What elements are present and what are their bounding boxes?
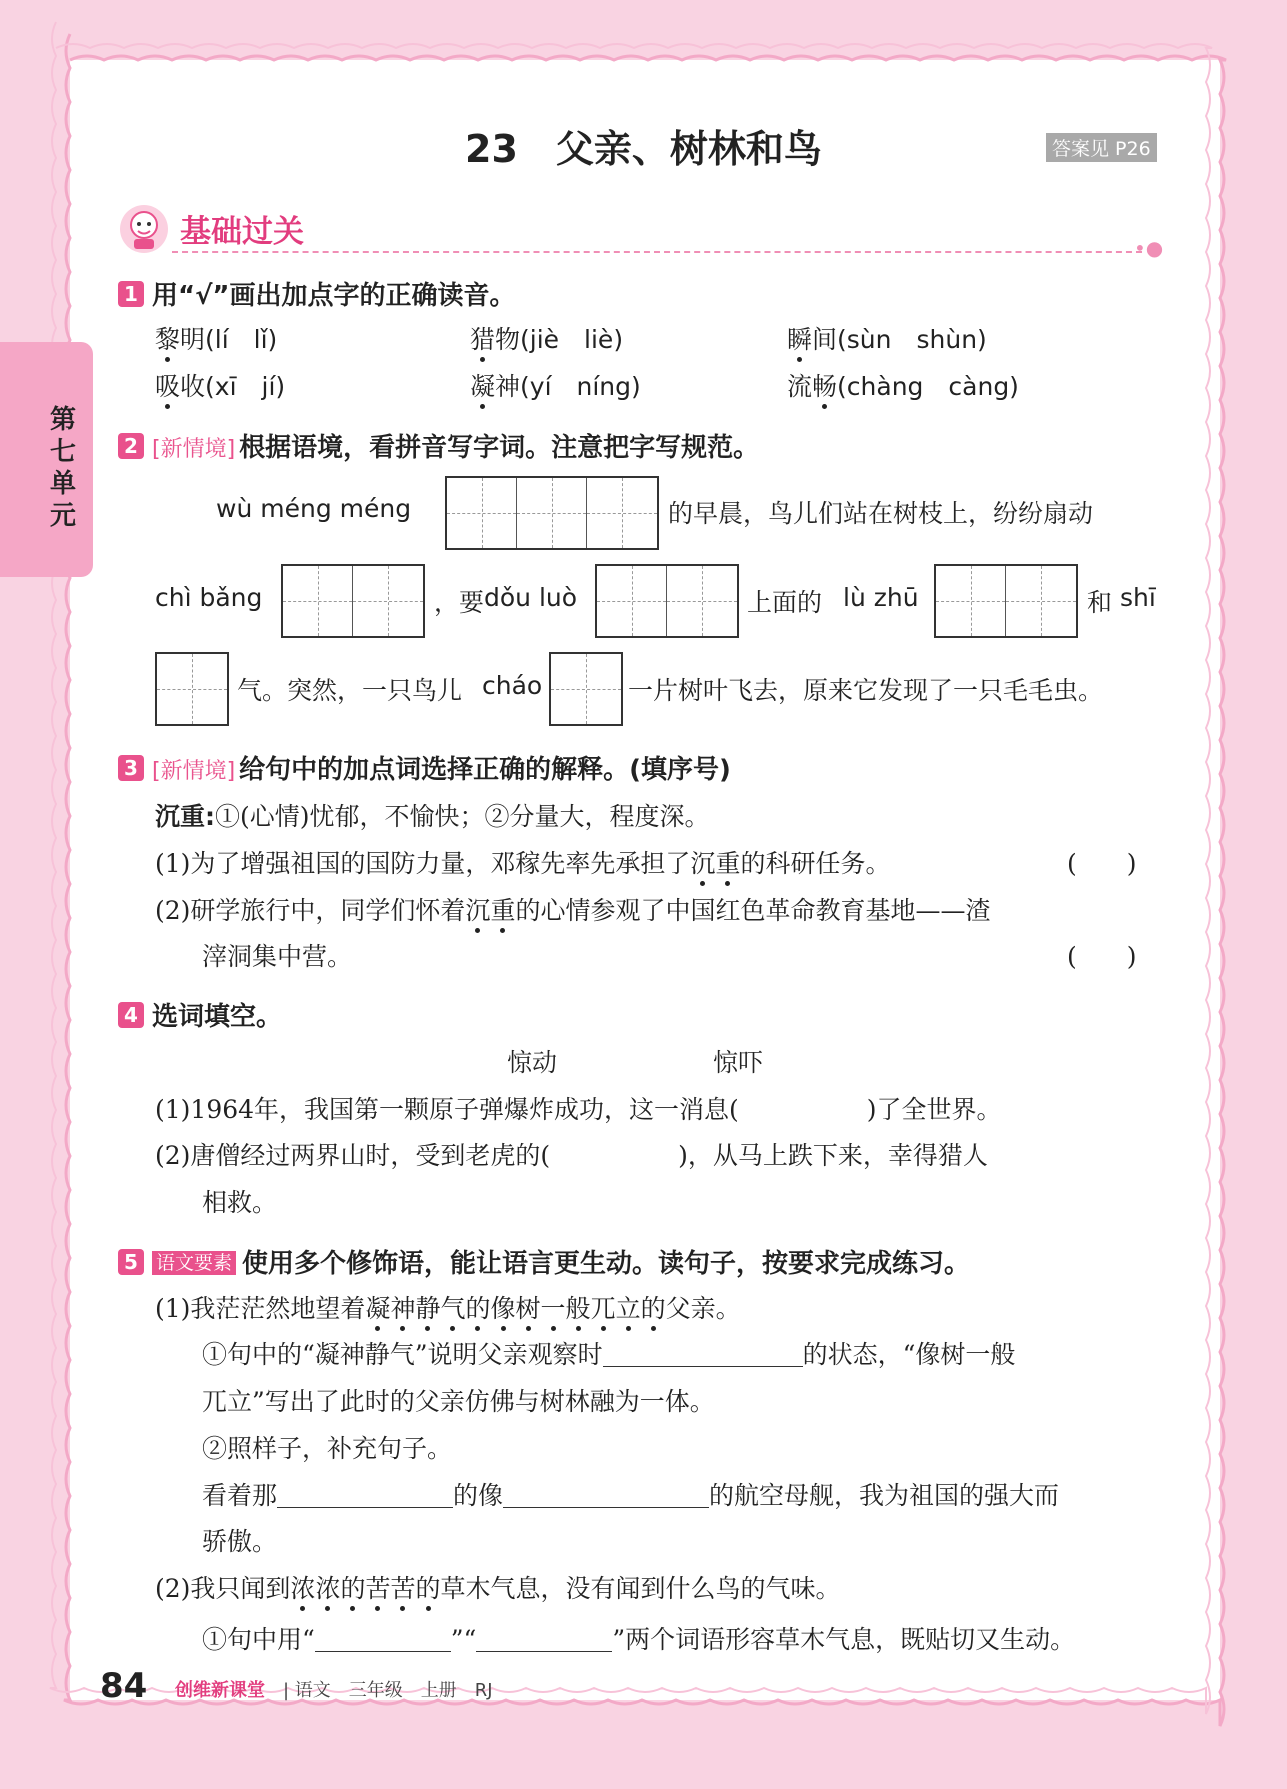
q1-item[interactable]: 黎明(lí lǐ) (155, 325, 278, 354)
q2-text-6: 一片树叶飞去，原来它发现了一只毛毛虫。 (628, 676, 1104, 705)
q5-sentence-2: (2)我只闻到浓浓的苦苦的草木气息，没有闻到什么鸟的气味。 (155, 1574, 841, 1603)
section-divider-dots: •● (1134, 236, 1164, 260)
q3-header (118, 749, 731, 786)
q2-pinyin-2: chì bǎng (155, 583, 263, 612)
footer-book-info: | 语文 三年级 上册 RJ (283, 1680, 493, 1701)
q3-number: 3 (118, 755, 144, 781)
q2-text-3: 上面的 (747, 588, 823, 617)
q5-header (118, 1243, 970, 1280)
q2-grid-4[interactable] (934, 564, 1078, 638)
q5-tag: 语文要素 (152, 1251, 236, 1275)
q3-def-text: ①(心情)忧郁，不愉快；②分量大，程度深。 (215, 802, 710, 831)
q5-blank-2[interactable] (277, 1507, 453, 1508)
q2-text-4: 和 (1087, 588, 1113, 617)
q4-sentence-2: (2)唐僧经过两界山时，受到老虎的( )，从马上跌下来，幸得猎人 (155, 1141, 988, 1170)
q5-blank-4[interactable] (315, 1651, 451, 1652)
q5-blank-1[interactable] (603, 1366, 803, 1367)
q2-grid-1[interactable] (445, 476, 659, 550)
q5-answer-3: ①句中用“ ”“ ”两个词语形容草木气息，既贴切又生动。 (202, 1625, 1076, 1654)
q2-prompt: 根据语境，看拼音写字词。注意把字写规范。 (239, 433, 760, 463)
q2-text-5: 气。突然，一只鸟儿 (237, 676, 463, 705)
q2-pinyin-3: dǒu luò (484, 583, 578, 612)
q3-tag: [新情境] (152, 759, 236, 784)
q5-answer-2-cont: 骄傲。 (202, 1527, 278, 1556)
q2-pinyin-4: lù zhū (843, 583, 919, 612)
q5-answer-1-cont: 兀立”写出了此时的父亲仿佛与树林融为一体。 (202, 1387, 715, 1416)
q1-item[interactable]: 瞬间(sùn shùn) (787, 325, 987, 354)
q3-sentence-1: (1)为了增强祖国的国防力量，邓稼先率先承担了沉重的科研任务。 (155, 849, 891, 878)
q2-grid-2[interactable] (281, 564, 425, 638)
q5-s1-dotted: 凝神静气的像树一般兀立的 (365, 1294, 666, 1323)
section-title: 基础过关 (180, 214, 304, 250)
q2-grid-5[interactable] (155, 652, 229, 726)
q4-word-1: 惊动 (507, 1048, 558, 1077)
page-number: 84 (100, 1666, 148, 1706)
q5-blank-3[interactable] (503, 1507, 709, 1508)
q3-s2-dotted: 沉重 (465, 896, 516, 925)
q5-number: 5 (118, 1249, 144, 1275)
mascot-icon (118, 203, 170, 255)
q4-prompt: 选词填空。 (152, 1002, 283, 1032)
q1-dotted-char: 吸 (155, 372, 181, 401)
q2-number: 2 (118, 433, 144, 459)
q5-prompt: 使用多个修饰语，能让语言更生动。读句子，按要求完成练习。 (242, 1249, 971, 1279)
q2-header (118, 427, 759, 464)
q3-sentence-2: (2)研学旅行中，同学们怀着沉重的心情参观了中国红色革命教育基地——渣 (155, 896, 991, 925)
q2-pinyin-5: shī (1120, 583, 1156, 612)
footer-brand: 创维新课堂 (175, 1680, 265, 1701)
q3-prompt: 给句中的加点词选择正确的解释。(填序号) (239, 755, 731, 785)
q1-dotted-char: 凝 (470, 372, 496, 401)
q3-answer-paren-1[interactable]: ( ) (1067, 849, 1137, 878)
q1-item[interactable]: 吸收(xī jí) (155, 372, 286, 401)
section-divider (172, 251, 1142, 253)
page-title: 23 父亲、树林和鸟 (465, 127, 822, 171)
q2-pinyin-1: wù méng méng (216, 494, 412, 523)
q1-prompt: 用“√”画出加点字的正确读音。 (152, 281, 516, 311)
q4-number: 4 (118, 1002, 144, 1028)
q2-grid-3[interactable] (595, 564, 739, 638)
q1-dotted-char: 猎 (470, 325, 496, 354)
answer-reference-badge: 答案见 P26 (1046, 133, 1157, 162)
q1-dotted-char: 瞬 (787, 325, 813, 354)
q1-item[interactable]: 流畅(chàng càng) (787, 372, 1019, 401)
q5-answer-1: ①句中的“凝神静气”说明父亲观察时 的状态，“像树一般 (202, 1340, 1016, 1369)
q3-s1-dotted: 沉重 (690, 849, 741, 878)
q3-def-word: 沉重: (155, 802, 215, 831)
q1-header (118, 275, 516, 312)
q2-text-2: ，要 (434, 588, 485, 617)
q1-dotted-char: 畅 (812, 372, 838, 401)
q5-answer-2-label: ②照样子，补充句子。 (202, 1434, 453, 1463)
q3-sentence-2-cont: 滓洞集中营。 (202, 942, 353, 971)
q5-blank-5[interactable] (476, 1651, 612, 1652)
q2-grid-6[interactable] (549, 652, 623, 726)
q5-answer-2-line: 看着那 的像 的航空母舰，我为祖国的强大而 (202, 1481, 1060, 1510)
q2-text-1: 的早晨，鸟儿们站在树枝上，纷纷扇动 (668, 499, 1094, 528)
q1-number: 1 (118, 281, 144, 307)
q3-answer-paren-2[interactable]: ( ) (1067, 942, 1137, 971)
q1-item[interactable]: 凝神(yí níng) (470, 372, 641, 401)
q3-definition (155, 797, 710, 833)
q2-tag: [新情境] (152, 437, 236, 462)
q5-sentence-1: (1)我茫茫然地望着凝神静气的像树一般兀立的父亲。 (155, 1294, 741, 1323)
q4-sentence-1: (1)1964年，我国第一颗原子弹爆炸成功，这一消息( )了全世界。 (155, 1095, 1002, 1124)
q5-s2-dotted: 浓浓的苦苦的 (290, 1574, 441, 1603)
unit-side-tab-label: 第七单元 (49, 405, 76, 531)
q1-item[interactable]: 猎物(jiè liè) (470, 325, 624, 354)
q1-dotted-char: 黎 (155, 325, 181, 354)
q4-sentence-2-cont: 相救。 (202, 1188, 278, 1217)
q4-word-2: 惊吓 (713, 1048, 764, 1077)
q4-header (118, 996, 282, 1033)
q2-pinyin-6: cháo (482, 671, 543, 700)
